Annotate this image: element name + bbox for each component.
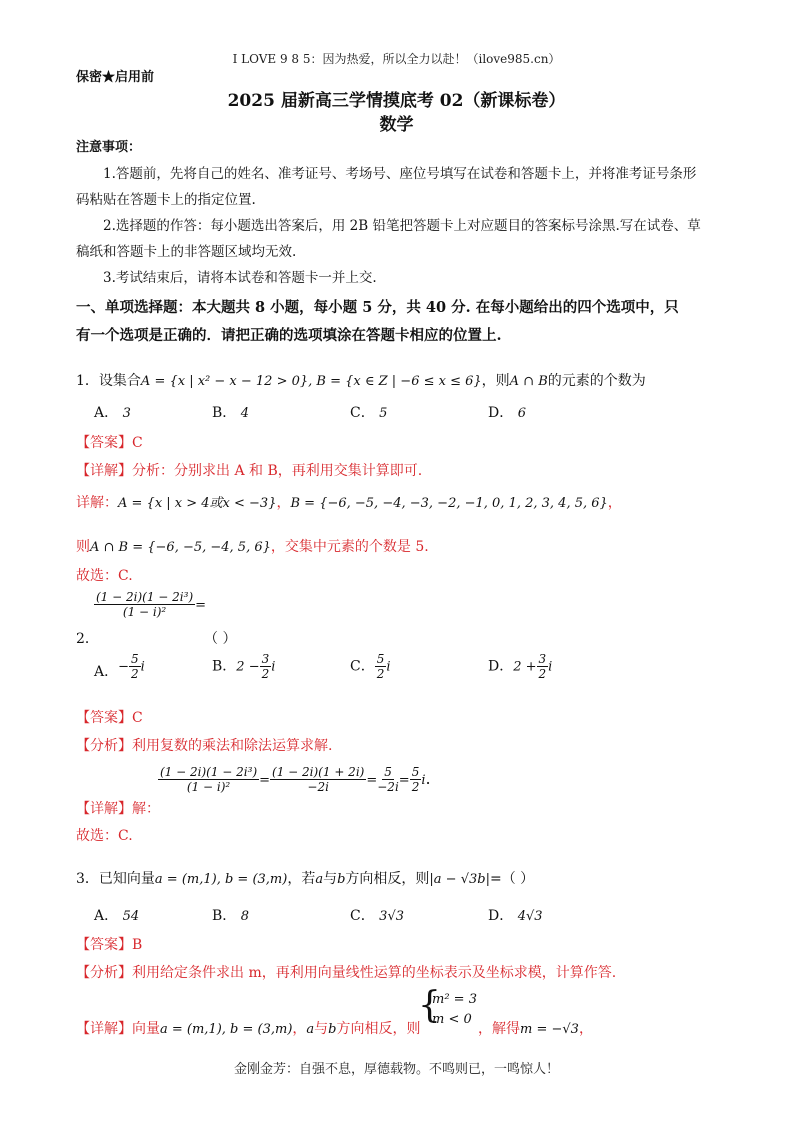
detail-label: 【详解】 [76,463,132,479]
equals-sign: = [398,773,410,788]
option-letter: C． [350,908,375,924]
q3-option-a [94,905,139,925]
fraction-denominator: 2 [131,667,139,681]
q3-expr: |a − √3b| [429,872,490,887]
q1-mid: ，则 [481,373,510,389]
option-pre: − [118,659,130,675]
option-pre: 2 − [236,659,260,675]
q2-option-d [488,652,552,681]
q2-derivation [158,765,431,794]
fraction-denominator: (1 − i)² [186,780,231,794]
page-footer: 金刚金芳：自强不息，厚德载物。不鸣则已，一鸣惊人！ [233,1062,559,1077]
q3-vectors: a = (m,1), b = (3,m) [154,872,288,887]
detail-label: 【详解】 [76,1021,132,1037]
notice-item-3: 3.考试结束后，请将本试卷和答题卡一并上交. [103,270,377,286]
q3-analysis: 【分析】利用给定条件求出 m，再利用向量线性运算的坐标表示及坐标求模，计算作答. [76,965,617,981]
solve-label: ，解得 [478,1021,520,1037]
q2-paren: （ ） [204,631,237,647]
q1-solution [76,492,622,512]
exam-subject: 数学 [379,115,414,135]
fraction-numerator: (1 − 2i)(1 − 2i³) [160,765,258,779]
q1-expr: A ∩ B [509,374,548,389]
option-value: 3√3 [379,909,404,924]
separator: ， [607,495,622,511]
q2-fraction [94,590,195,619]
option-value: 6 [517,406,526,421]
equals-sign: = [259,773,271,788]
page-header: I LOVE 9 8 5：因为热爱，所以全力以赴！（ilove985.cn） [232,52,561,66]
q3-suffix: =（ ） [489,871,535,887]
option-letter: B． [212,908,237,924]
option-value: 4 [240,406,250,421]
option-post: i [386,659,391,675]
q3-detail [76,1018,421,1038]
q2-detail-label: 【详解】解： [76,801,160,817]
q2-expression [94,590,206,619]
fraction-numerator: 5 [376,652,385,666]
option-letter: B． [212,405,237,421]
q2-option-c [350,652,391,681]
separator: ， [292,1021,307,1037]
section-heading-line-2: 有一个选项是正确的．请把正确的选项填涂在答题卡相应的位置上. [76,327,502,344]
q1-option-a [94,402,131,422]
option-value: 4√3 [517,909,543,924]
solution-set-a: A = {x | x > 4或x < −3} [118,496,277,511]
q3-prefix: 3．已知向量 [76,871,155,887]
q1-prefix: 1．设集合 [76,373,141,389]
notice-item-1-line-2: 码粘贴在答题卡上的指定位置. [76,192,256,208]
separator: ， [578,1021,593,1037]
q3-mid-2: 方向相反，则 [345,871,430,887]
q1-intersection [76,536,429,556]
system-eq-1: m² = 3 [432,992,477,1007]
option-letter: B． [212,658,237,675]
q1-set-b: , B = {x ∈ Z | −6 ≤ x ≤ 6} [308,374,482,389]
intersection-expr: A ∩ B = {−6, −5, −4, 5, 6} [90,540,271,555]
q3-mid: ，若 [287,871,316,887]
solution-set-b: B = {−6, −5, −4, −3, −2, −1, 0, 1, 2, 3, 4, 5, 6} [290,496,608,511]
option-value: 3 [122,406,131,421]
fraction-numerator: 3 [261,652,270,666]
option-pre: 2 + [513,659,537,675]
fraction-numerator: 5 [411,765,420,779]
option-letter: D． [488,658,514,675]
vector-a: a [315,872,324,887]
option-letter: D． [488,908,514,924]
option-letter: D． [488,405,514,421]
fraction-denominator: −2i [377,780,399,794]
option-letter: A． [94,664,119,680]
q3-with: 与 [323,871,338,887]
q3-option-b [212,905,249,925]
q1-option-c [350,402,387,422]
fraction-denominator: (1 − i)² [122,605,167,619]
fraction-numerator: 5 [384,765,392,779]
q2-option-a [94,652,145,681]
notice-item-2-line-2: 稿纸和答题卡上的非答题区域均无效. [76,244,297,260]
q1-answer: 【答案】C [76,435,143,451]
option-letter: A． [94,908,119,924]
q1-option-d [488,402,526,422]
fraction-denominator: 2 [538,667,547,681]
q3-solve [478,1018,593,1038]
option-post: i [548,659,553,675]
fraction-numerator: 3 [538,652,547,666]
option-value: 8 [240,909,250,924]
option-letter: C． [350,658,375,675]
separator: ， [276,495,291,511]
q2-choose: 故选：C. [76,828,133,844]
fraction-numerator: (1 − 2i)(1 − 2i³) [96,590,194,604]
detail-pre: 向量 [132,1021,160,1037]
q2-number: 2． [76,631,99,647]
vector-b: b [337,872,346,887]
option-value: 54 [122,909,140,924]
q3-option-c [350,905,404,925]
fraction-denominator: 2 [411,780,420,794]
solve-result: m = −√3 [520,1022,579,1037]
system-eq-2: m < 0 [432,1012,472,1027]
detail-mid: 方向相反，则 [336,1021,421,1037]
vector-b: b [328,1022,337,1037]
q1-set-a: A = {x | x² − x − 12 > 0} [140,374,309,389]
q2-analysis: 【分析】利用复数的乘法和除法运算求解. [76,738,333,754]
detail-vectors: a = (m,1), b = (3,m) [160,1022,293,1037]
confidential-label: 保密★启用前 [76,70,155,85]
q1-choose: 故选：C. [76,568,133,584]
q3-answer: 【答案】B [76,937,143,953]
analysis-text: 分析：分别求出 A 和 B，再利用交集计算即可. [132,463,423,479]
q1-analysis [76,460,422,480]
q1-suffix: 的元素的个数为 [547,373,646,389]
period: . [425,769,431,788]
intersection-text: ，交集中元素的个数是 5. [270,539,429,555]
system-brace: { [418,985,441,1026]
section-heading-line-1: 一、单项选择题：本大题共 8 小题，每小题 5 分，共 40 分. 在每小题给出的四个选项中，只 [76,299,679,316]
equals-sign: = [366,773,378,788]
notice-heading: 注意事项： [76,140,142,155]
question-1 [76,370,646,390]
option-value: 5 [379,406,388,421]
solution-label: 详解： [76,495,118,511]
q2-option-b [212,652,275,681]
detail-with: 与 [314,1021,329,1037]
q1-option-b [212,402,249,422]
fraction-denominator: 2 [376,667,385,681]
imaginary-unit: i [421,773,426,788]
notice-item-1-line-1: 1.答题前，先将自己的姓名、准考证号、考场号、座位号填写在试卷和答题卡上，并将准考证号条形 [103,166,697,182]
option-post: i [271,659,276,675]
question-3 [76,868,534,888]
fraction-numerator: 5 [131,652,139,666]
then-label: 则 [76,539,90,555]
fraction-numerator: (1 − 2i)(1 + 2i) [272,765,365,779]
notice-item-2-line-1: 2.选择题的作答：每小题选出答案后，用 2B 铅笔把答题卡上对应题目的答案标号涂黑.写在试卷、草 [103,218,701,234]
exam-title: 2025 届新高三学情摸底考 02（新课标卷） [227,91,566,111]
vector-a: a [306,1022,315,1037]
option-letter: C． [350,405,375,421]
fraction-denominator: 2 [261,667,270,681]
equals-sign: = [195,598,207,613]
q3-option-d [488,905,543,925]
option-post: i [140,659,145,675]
q2-answer: 【答案】C [76,710,143,726]
fraction-denominator: −2i [307,780,329,794]
option-letter: A． [94,405,119,421]
